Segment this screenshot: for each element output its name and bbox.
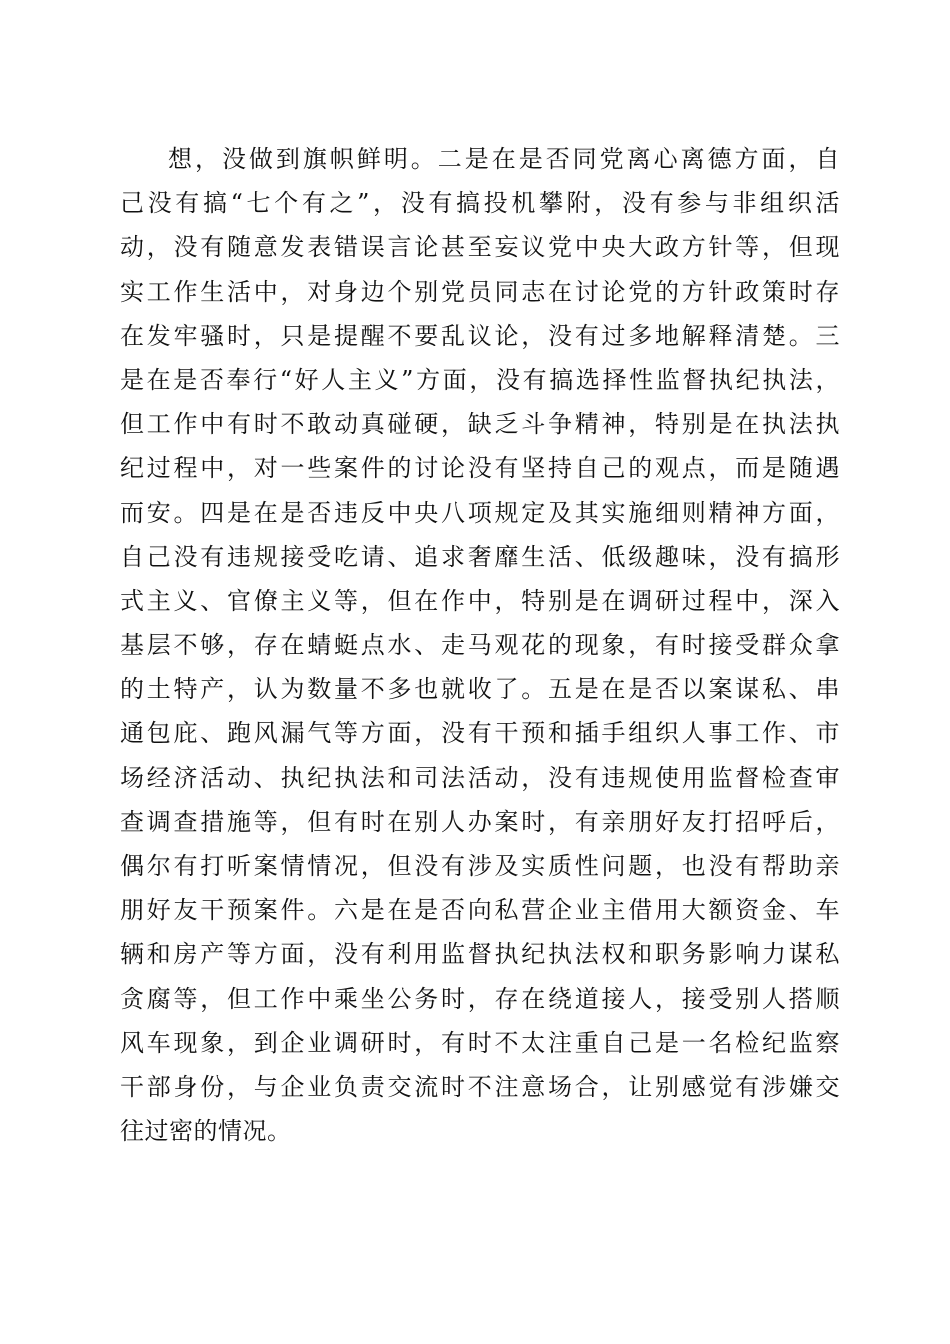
paragraph-line: 场经济活动、执纪执法和司法活动，没有违规使用监督检查审 <box>120 763 840 792</box>
paragraph-line: 朋好友干预案件。六是在是否向私营企业主借用大额资金、车 <box>120 896 840 925</box>
paragraph-line: 式主义、官僚主义等，但在作中，特别是在调研过程中，深入 <box>120 586 840 615</box>
paragraph-line: 在发牢骚时，只是提醒不要乱议论，没有过多地解释清楚。三 <box>120 321 840 350</box>
paragraph-line: 通包庇、跑风漏气等方面，没有干预和插手组织人事工作、市 <box>120 719 840 748</box>
paragraph-line: 自己没有违规接受吃请、追求奢靡生活、低级趣味，没有搞形 <box>120 542 840 571</box>
paragraph-line: 干部身份，与企业负责交流时不注意场合，让别感觉有涉嫌交 <box>120 1072 840 1101</box>
paragraph-line: 贪腐等，但工作中乘坐公务时，存在绕道接人，接受别人搭顺 <box>120 984 840 1013</box>
paragraph-line: 而安。四是在是否违反中央八项规定及其实施细则精神方面， <box>120 498 840 527</box>
paragraph-line: 己没有搞“七个有之”，没有搞投机攀附，没有参与非组织活 <box>120 189 840 218</box>
paragraph-line: 纪过程中，对一些案件的讨论没有坚持自己的观点，而是随遇 <box>120 454 840 483</box>
paragraph-line: 实工作生活中，对身边个别党员同志在讨论党的方针政策时存 <box>120 277 840 306</box>
paragraph-line: 基层不够，存在蜻蜓点水、走马观花的现象，有时接受群众拿 <box>120 631 840 660</box>
body-paragraph <box>120 137 840 1153</box>
paragraph-line: 是在是否奉行“好人主义”方面，没有搞选择性监督执纪执法， <box>120 365 840 394</box>
paragraph-line: 想，没做到旗帜鲜明。二是在是否同党离心离德方面，自 <box>168 145 840 173</box>
paragraph-line: 往过密的情况。 <box>120 1117 292 1146</box>
paragraph-line: 的土特产，认为数量不多也就收了。五是在是否以案谋私、串 <box>120 675 840 704</box>
paragraph-line: 但工作中有时不敢动真碰硬，缺乏斗争精神，特别是在执法执 <box>120 410 840 439</box>
paragraph-line: 查调查措施等，但有时在别人办案时，有亲朋好友打招呼后， <box>120 807 840 836</box>
paragraph-line: 风车现象，到企业调研时，有时不太注重自己是一名检纪监察 <box>120 1028 840 1057</box>
paragraph-line: 偶尔有打听案情情况，但没有涉及实质性问题，也没有帮助亲 <box>120 852 840 880</box>
paragraph-line: 辆和房产等方面，没有利用监督执纪执法权和职务影响力谋私 <box>120 940 840 969</box>
paragraph-line: 动，没有随意发表错误言论甚至妄议党中央大政方针等，但现 <box>120 233 840 262</box>
